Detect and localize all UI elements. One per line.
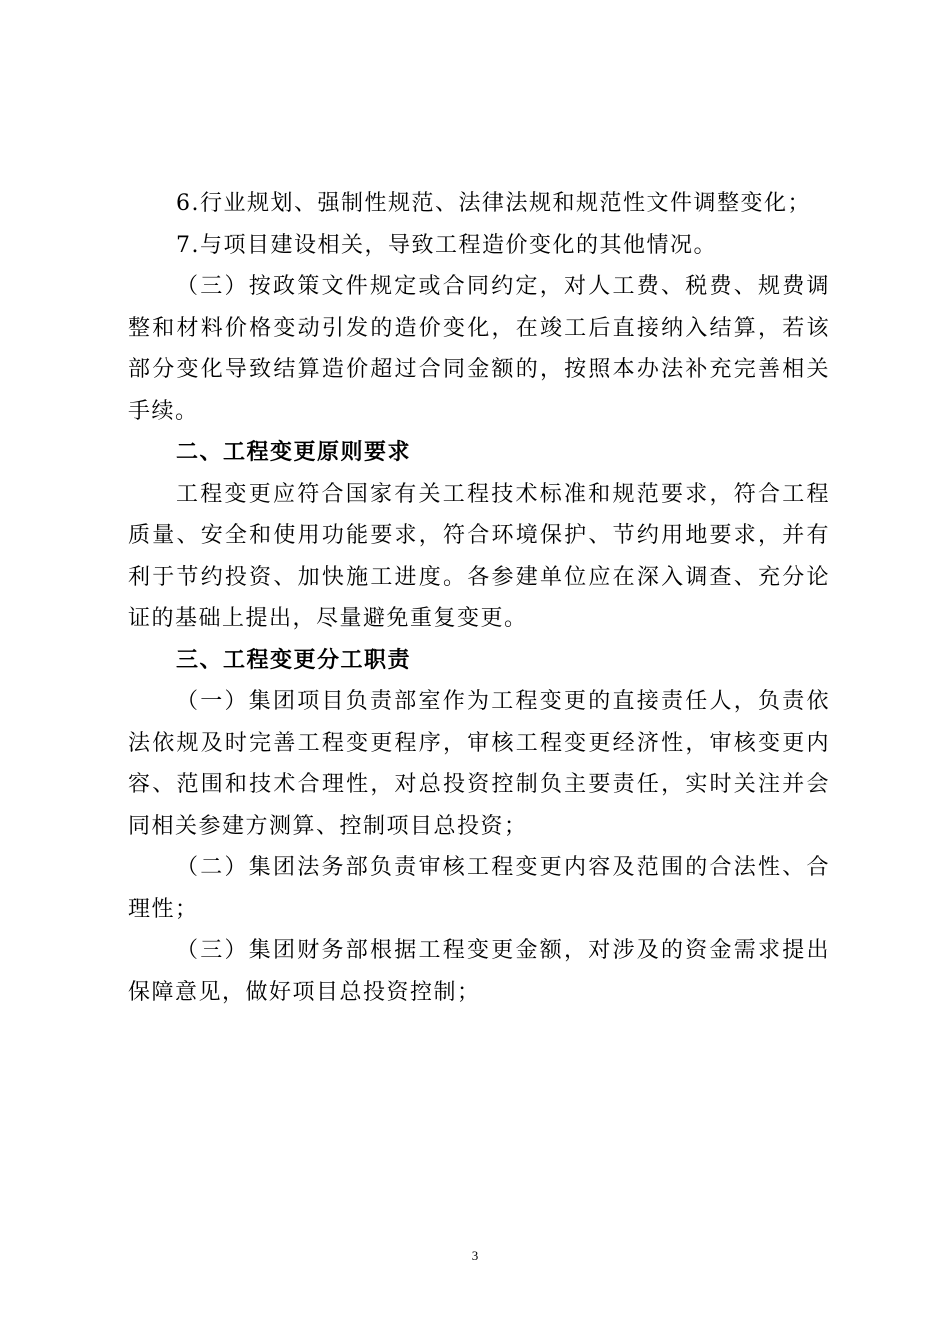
- paragraph-clause-3: （三）按政策文件规定或合同约定，对人工费、税费、规费调整和材料价格变动引发的造价变化，在竣工后直接纳入结算，若该部分变化导致结算造价超过合同金额的，按照本办法补充完善相关手续。: [128, 274, 830, 424]
- paragraph-duty-2: （二）集团法务部负责审核工程变更内容及范围的合法性、合理性；: [128, 855, 830, 922]
- section-heading-2: 二、工程变更原则要求: [176, 440, 412, 465]
- paragraph-item-7: 7.与项目建设相关，导致工程造价变化的其他情况。: [176, 232, 717, 258]
- paragraph-duty-3: （三）集团财务部根据工程变更金额，对涉及的资金需求提出保障意见，做好项目总投资控制；: [128, 938, 830, 1005]
- section-heading-3: 三、工程变更分工职责: [176, 647, 412, 673]
- paragraph-item-6: 6.行业规划、强制性规范、法律法规和规范性文件调整变化；: [176, 191, 811, 216]
- paragraph-principles: 工程变更应符合国家有关工程技术标准和规范要求，符合工程质量、安全和使用功能要求，符合环境保护、节约用地要求，并有利于节约投资、加快施工进度。各参建单位应在深入调查、充分论证的基础上提出，尽量避免重复变更。: [128, 481, 830, 631]
- page-number: 3: [471, 1248, 479, 1263]
- document-body: [128, 183, 830, 1013]
- paragraph-duty-1: （一）集团项目负责部室作为工程变更的直接责任人，负责依法依规及时完善工程变更程序，审核工程变更经济性，审核变更内容、范围和技术合理性，对总投资控制负主要责任，实时关注并会同相关参建方测算、控制项目总投资；: [128, 689, 830, 839]
